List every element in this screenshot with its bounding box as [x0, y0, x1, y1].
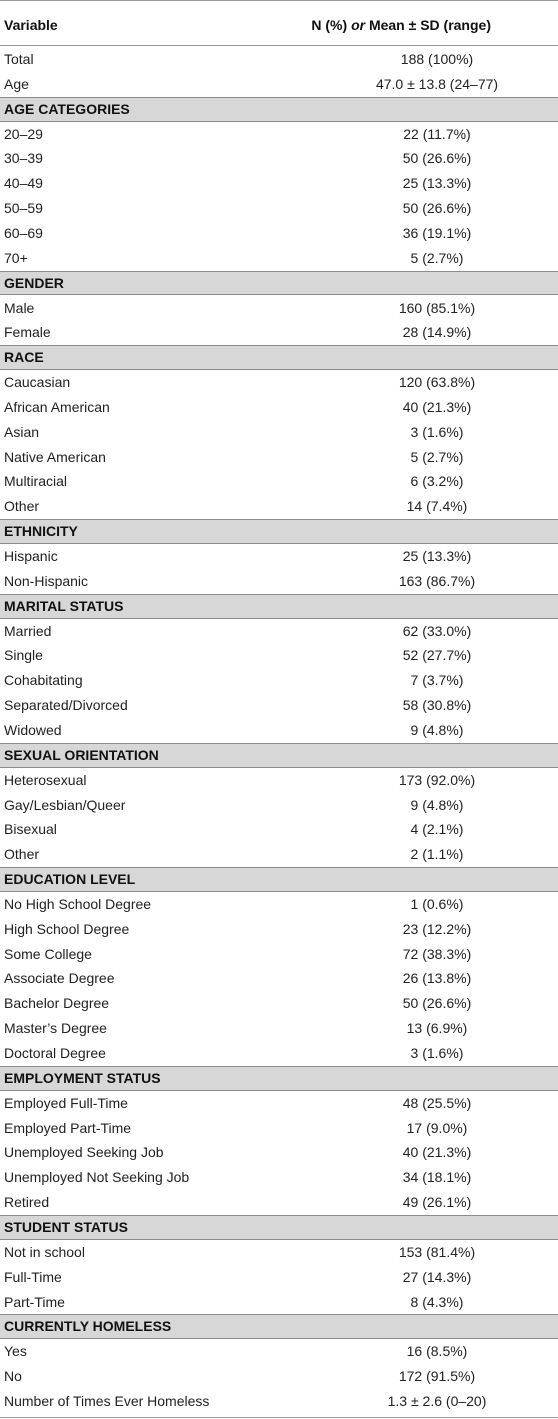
section-label: ETHNICITY — [4, 523, 78, 540]
row-value: 7 (3.7%) — [410, 672, 464, 689]
row-value: 5 (2.7%) — [410, 249, 464, 266]
row-value: 50 (26.6%) — [402, 150, 472, 167]
row-label: Total — [4, 51, 34, 67]
row-value: 13 (6.9%) — [406, 1020, 468, 1037]
row-value: 62 (33.0%) — [402, 622, 472, 639]
row-label: Native American — [4, 448, 106, 465]
row-label: 30–39 — [4, 150, 43, 167]
row-label: Other — [4, 846, 40, 863]
row-value: 23 (12.2%) — [402, 920, 472, 937]
row-value: 50 (26.6%) — [402, 995, 472, 1012]
row-label: Unemployed Not Seeking Job — [4, 1169, 190, 1186]
section-header-row — [0, 867, 558, 892]
bottom-rule — [0, 1417, 558, 1418]
row-value: 26 (13.8%) — [402, 970, 472, 987]
row-value: 17 (9.0%) — [406, 1119, 468, 1136]
row-label: Part-Time — [4, 1293, 65, 1310]
table-row — [0, 171, 558, 196]
row-value: 27 (14.3%) — [402, 1268, 472, 1285]
table-row — [0, 445, 558, 470]
table-row — [0, 246, 558, 271]
table-row — [0, 1016, 558, 1041]
row-value: 28 (14.9%) — [402, 324, 472, 341]
row-label: 20–29 — [4, 125, 43, 142]
row-value: 4 (2.1%) — [410, 821, 464, 838]
table-row — [0, 693, 558, 718]
table-row — [0, 47, 558, 72]
row-value: 120 (63.8%) — [398, 374, 476, 391]
row-value: 173 (92.0%) — [398, 771, 476, 788]
row-label: Married — [4, 622, 52, 639]
table-row — [0, 619, 558, 644]
table-row — [0, 196, 558, 221]
row-label: Yes — [4, 1343, 27, 1360]
table-row — [0, 1190, 558, 1215]
row-label: Not in school — [4, 1243, 85, 1260]
section-label: RACE — [4, 349, 44, 366]
row-value: 3 (1.6%) — [410, 1045, 464, 1061]
section-header-row — [0, 1215, 558, 1240]
section-label: EMPLOYMENT STATUS — [4, 1069, 161, 1086]
header-value — [311, 17, 491, 34]
row-label: Cohabitating — [4, 672, 83, 689]
row-value: 163 (86.7%) — [398, 572, 476, 589]
row-label: Hispanic — [4, 548, 58, 564]
section-header-row — [0, 1314, 558, 1339]
row-value: 25 (13.3%) — [402, 175, 472, 192]
row-value: 40 (21.3%) — [402, 1144, 472, 1161]
row-value: 1.3 ± 2.6 (0–20) — [387, 1392, 487, 1409]
table-row — [0, 122, 558, 147]
row-value: 8 (4.3%) — [410, 1293, 464, 1310]
table-row — [0, 643, 558, 668]
table-row — [0, 1091, 558, 1116]
table-row — [0, 1116, 558, 1141]
row-label: Heterosexual — [4, 771, 87, 788]
row-value: 52 (27.7%) — [402, 647, 472, 664]
row-label: Non-Hispanic — [4, 572, 89, 589]
row-value: 153 (81.4%) — [398, 1243, 476, 1260]
table-row — [0, 942, 558, 967]
table-row — [0, 1165, 558, 1190]
row-label: Single — [4, 647, 43, 664]
table-row — [0, 395, 558, 420]
row-label: High School Degree — [4, 920, 130, 937]
section-label: STUDENT STATUS — [4, 1218, 128, 1235]
row-label: Employed Full-Time — [4, 1094, 128, 1111]
section-label: GENDER — [4, 274, 64, 291]
table-row — [0, 469, 558, 494]
row-label: Number of Times Ever Homeless — [4, 1392, 210, 1409]
section-label: AGE CATEGORIES — [4, 100, 130, 117]
row-value: 25 (13.3%) — [402, 548, 472, 564]
table-row — [0, 966, 558, 991]
section-header-row — [0, 97, 558, 122]
row-value: 5 (2.7%) — [410, 448, 464, 465]
row-label: 50–59 — [4, 200, 43, 217]
table-row — [0, 1140, 558, 1165]
row-label: Asian — [4, 423, 40, 440]
row-label: Other — [4, 498, 40, 515]
table-row — [0, 320, 558, 345]
header-variable: Variable — [4, 17, 58, 33]
row-label: No High School Degree — [4, 895, 152, 912]
table-row — [0, 917, 558, 942]
table-row — [0, 842, 558, 867]
table-row — [0, 892, 558, 917]
row-value: 72 (38.3%) — [402, 945, 472, 962]
row-value: 9 (4.8%) — [410, 721, 464, 738]
table-row — [0, 494, 558, 519]
row-value: 58 (30.8%) — [402, 697, 472, 714]
row-label: Retired — [4, 1194, 50, 1211]
table-row — [0, 146, 558, 171]
row-value: 34 (18.1%) — [402, 1169, 472, 1186]
table-row — [0, 569, 558, 594]
row-label: 40–49 — [4, 175, 43, 192]
row-value: 3 (1.6%) — [410, 423, 464, 440]
table-row — [0, 72, 558, 97]
table-header — [0, 0, 558, 46]
row-value: 16 (8.5%) — [406, 1343, 468, 1360]
row-value: 6 (3.2%) — [410, 473, 464, 490]
table-row — [0, 1265, 558, 1290]
row-label: Master’s Degree — [4, 1020, 107, 1037]
row-label: 70+ — [4, 249, 28, 266]
header-value-prefix: N (%) — [311, 17, 352, 33]
table-row — [0, 1339, 558, 1364]
section-label: MARITAL STATUS — [4, 597, 124, 614]
row-label: Male — [4, 299, 35, 316]
section-label: EDUCATION LEVEL — [4, 871, 136, 888]
row-value: 36 (19.1%) — [402, 224, 472, 241]
table-row — [0, 1364, 558, 1389]
row-label: Employed Part-Time — [4, 1119, 132, 1136]
table-row — [0, 370, 558, 395]
row-value: 1 (0.6%) — [410, 895, 464, 912]
table-row — [0, 1389, 558, 1414]
row-value: 2 (1.1%) — [410, 846, 464, 863]
table-row — [0, 1240, 558, 1265]
section-header-row — [0, 271, 558, 296]
row-label: Caucasian — [4, 374, 71, 391]
row-value: 172 (91.5%) — [398, 1368, 476, 1385]
table-row — [0, 817, 558, 842]
row-value: 160 (85.1%) — [398, 299, 476, 316]
row-label: No — [4, 1368, 22, 1385]
table-row — [0, 420, 558, 445]
row-label: Unemployed Seeking Job — [4, 1144, 164, 1161]
section-header-row — [0, 345, 558, 370]
table-row — [0, 768, 558, 793]
table-row — [0, 718, 558, 743]
row-label: Bisexual — [4, 821, 57, 838]
row-value: 40 (21.3%) — [402, 398, 472, 415]
row-label: Associate Degree — [4, 970, 115, 987]
row-label: Multiracial — [4, 473, 68, 490]
table-row — [0, 793, 558, 818]
section-header-row — [0, 1066, 558, 1091]
row-value: 49 (26.1%) — [402, 1194, 472, 1211]
table-row — [0, 221, 558, 246]
row-label: Full-Time — [4, 1268, 62, 1285]
row-value: 188 (100%) — [400, 51, 474, 67]
header-value-suffix: Mean ± SD (range) — [365, 17, 491, 33]
row-label: Bachelor Degree — [4, 995, 110, 1012]
row-label: Age — [4, 75, 29, 92]
table-row — [0, 544, 558, 569]
row-label: Separated/Divorced — [4, 697, 128, 714]
table-row — [0, 296, 558, 321]
row-value: 47.0 ± 13.8 (24–77) — [375, 75, 499, 92]
row-value: 22 (11.7%) — [403, 125, 471, 142]
section-header-row — [0, 743, 558, 768]
row-label: African American — [4, 398, 110, 415]
section-label: CURRENTLY HOMELESS — [4, 1318, 172, 1335]
table-row — [0, 1290, 558, 1315]
table-row — [0, 991, 558, 1016]
row-label: Female — [4, 324, 51, 341]
table-row — [0, 668, 558, 693]
row-value: 14 (7.4%) — [406, 498, 468, 515]
section-header-row — [0, 519, 558, 544]
row-label: 60–69 — [4, 224, 43, 241]
row-label: Widowed — [4, 721, 62, 738]
row-value: 9 (4.8%) — [410, 796, 464, 813]
row-label: Some College — [4, 945, 92, 962]
header-value-italic: or — [351, 17, 366, 33]
section-header-row — [0, 594, 558, 619]
table-row — [0, 1041, 558, 1066]
row-value: 50 (26.6%) — [402, 200, 472, 217]
row-label: Doctoral Degree — [4, 1045, 106, 1061]
section-label: SEXUAL ORIENTATION — [4, 746, 159, 763]
row-value: 48 (25.5%) — [402, 1094, 472, 1111]
row-label: Gay/Lesbian/Queer — [4, 796, 126, 813]
